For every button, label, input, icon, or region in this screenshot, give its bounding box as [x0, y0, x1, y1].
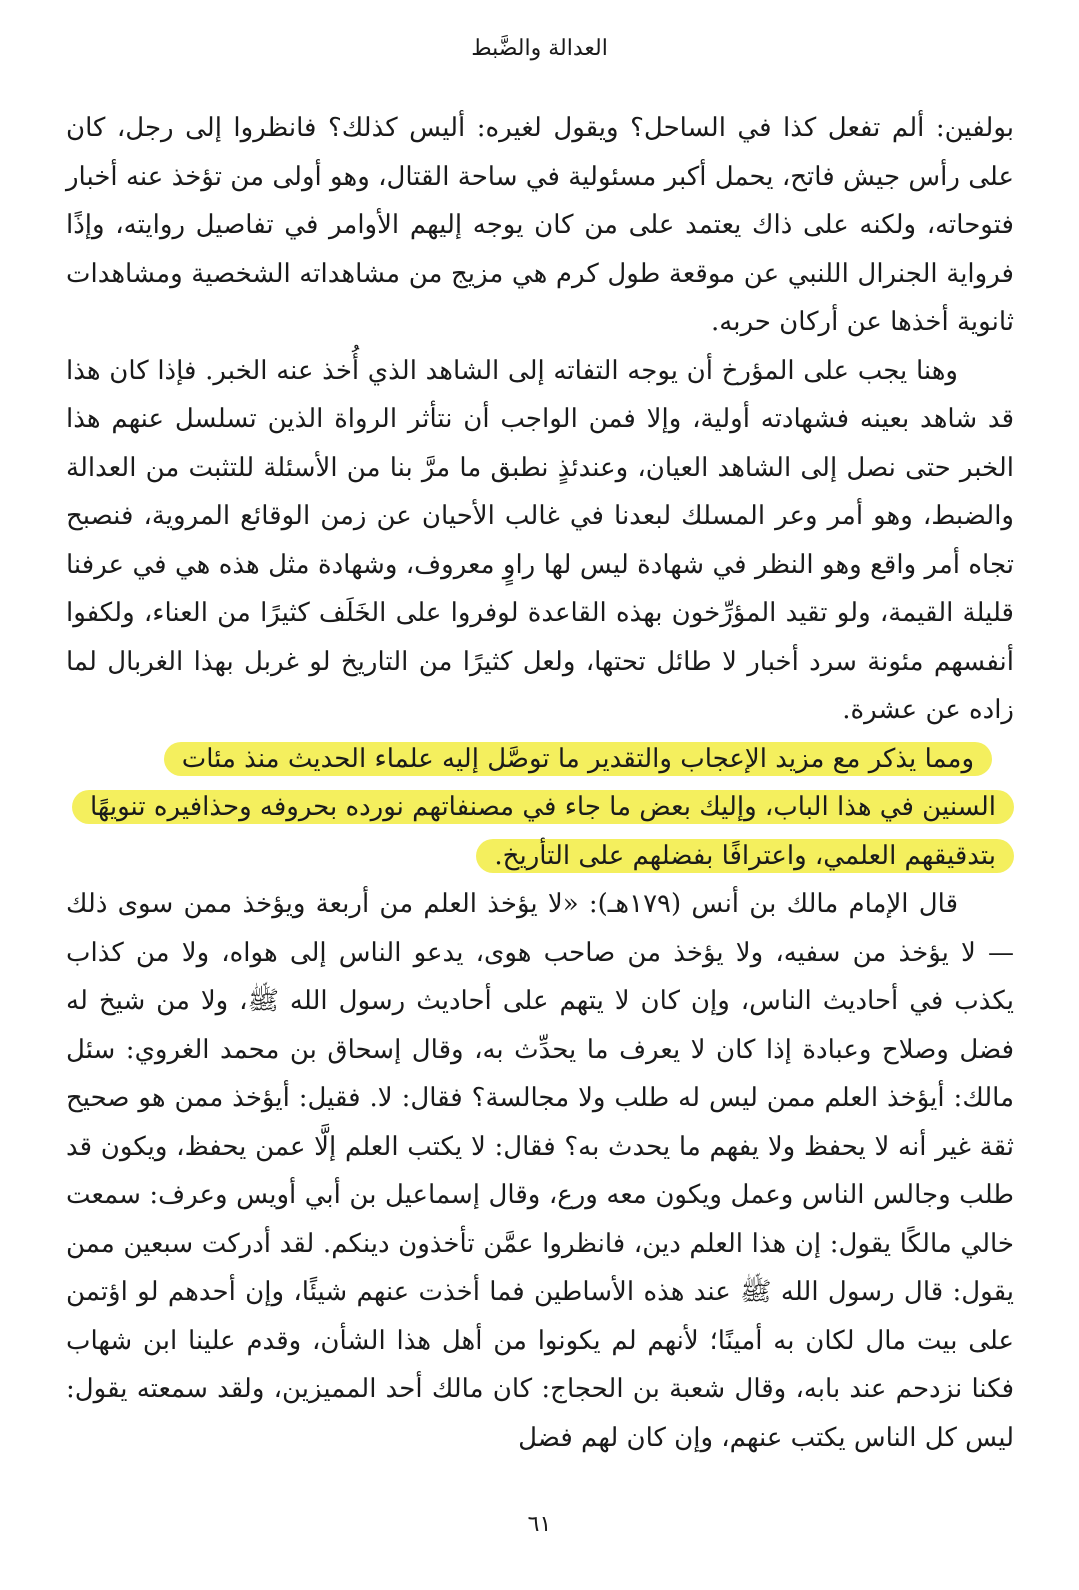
running-header: العدالة والضَّبط — [471, 36, 608, 61]
highlighted-line-2 — [66, 783, 1014, 832]
highlighted-paragraph — [66, 735, 1014, 881]
quote-paragraph: قال الإمام مالك بن أنس (١٧٩هـ): «لا يؤخذ العلم من أربعة ويؤخذ ممن سوى ذلك — لا يؤخذ من سفيه، ولا يؤخذ من صاحب هوى، يدعو الناس إلى هواه، ولا من كذاب يكذب في أحاديث الناس، وإن كان لا يتهم على أحاديث رسول الله ﷺ، ولا من شيخ له فضل وصلاح وعبادة إذا كان لا يعرف ما يحدِّث به، وقال إسحاق بن محمد الغروي: سئل مالك: أيؤخذ العلم ممن ليس له طلب ولا مجالسة؟ فقال: لا. فقيل: أيؤخذ ممن هو صحيح ثقة غير أنه لا يحفظ ولا يفهم ما يحدث به؟ فقال: لا يكتب العلم إلَّا عمن يحفظ، ويكون قد طلب وجالس الناس وعمل ويكون معه ورع، وقال إسماعيل بن أبي أويس وعرف: سمعت خالي مالكًا يقول: إن هذا العلم دين، فانظروا عمَّن تأخذون دينكم. لقد أدركت سبعين ممن يقول: قال رسول الله ﷺ عند هذه الأساطين فما أخذت عنهم شيئًا، وإن أحدهم لو اؤتمن على بيت مال لكان به أمينًا؛ لأنهم لم يكونوا من أهل هذا الشأن، وقدم علينا ابن شهاب فكنا نزدحم عند بابه، وقال شعبة بن الحجاج: كان مالك أحد المميزين، ولقد سمعته يقول: ليس كل الناس يكتب عنهم، وإن كان لهم فضل — [66, 889, 1014, 1453]
highlighted-line-3 — [66, 832, 1014, 881]
highlight-mark: ومما يذكر مع مزيد الإعجاب والتقدير ما توصَّل إليه علماء الحديث منذ مئات — [164, 742, 992, 776]
highlight-mark: بتدقيقهم العلمي، واعترافًا بفضلهم على التأريخ. — [476, 839, 1014, 873]
highlight-mark: السنين في هذا الباب، وإليك بعض ما جاء في مصنفاتهم نورده بحروفه وحذافيره تنويهًا — [72, 790, 1014, 824]
paragraph-1: بولفين: ألم تفعل كذا في الساحل؟ ويقول لغيره: أليس كذلك؟ فانظروا إلى رجل، كان على رأس جيش فاتح، يحمل أكبر مسئولية في ساحة القتال، وهو أولى من تؤخذ عنه أخبار فتوحاته، ولكنه على ذاك يعتمد على من كان يوجه إليهم الأوامر في تفاصيل روايته، وإذًا فرواية الجنرال اللنبي عن موقعة طول كرم هي مزيج من مشاهداته الشخصية ومشاهدات ثانوية أخذها عن أركان حربه. — [66, 113, 1014, 337]
highlighted-line-1 — [66, 735, 1014, 784]
page-body — [66, 104, 1014, 1462]
page-number: ٦١ — [527, 1512, 552, 1537]
paragraph-2: وهنا يجب على المؤرخ أن يوجه التفاته إلى الشاهد الذي أُخذ عنه الخبر. فإذا كان هذا قد شاهد بعينه فشهادته أولية، وإلا فمن الواجب أن نتأثر الرواة الذين تسلسل عنهم هذا الخبر حتى نصل إلى الشاهد العيان، وعندئذٍ نطبق ما مرَّ بنا من الأسئلة للتثبت من العدالة والضبط، وهو أمر وعر المسلك لبعدنا في غالب الأحيان عن زمن الوقائع المروية، فنصبح تجاه أمر واقع وهو النظر في شهادة ليس لها راوٍ معروف، وشهادة مثل هذه هي في عرفنا قليلة القيمة، ولو تقيد المؤرِّخون بهذه القاعدة لوفروا على الخَلَف كثيرًا من العناء، ولكفوا أنفسهم مئونة سرد أخبار لا طائل تحتها، ولعل كثيرًا من التاريخ لو غربل بهذا الغربال لما زاده عن عشرة. — [66, 355, 1014, 725]
